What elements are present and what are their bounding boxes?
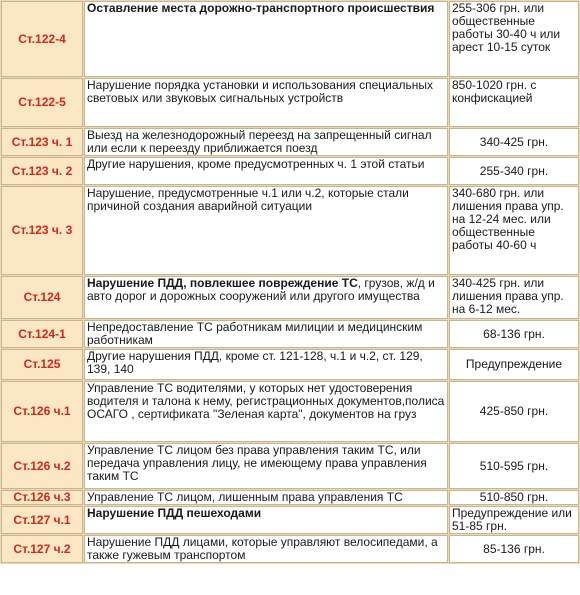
article-cell: Ст.126 ч.1 [1, 381, 83, 442]
description-cell: Нарушение, предусмотренные ч.1 или ч.2, которые стали причиной создания аварийной ситуации [84, 186, 448, 275]
penalty-cell: Предупреждение [449, 349, 579, 380]
penalty-cell: 340-425 грн. или лишения права упр. на 6-12 мес. [449, 276, 579, 319]
penalty-cell: 255-340 грн. [449, 157, 579, 185]
description-cell: Другие нарушения, кроме предусмотренных ч. 1 этой статьи [84, 157, 448, 185]
penalty-cell: Предупреждение или 51-85 грн. [449, 506, 579, 534]
penalty-cell: 510-850 грн. [449, 490, 579, 505]
penalty-cell: 255-306 грн. или общественные работы 30-40 ч или арест 10-15 суток [449, 1, 579, 77]
table-row [1, 490, 579, 505]
table-row [1, 1, 579, 77]
table-row [1, 349, 579, 380]
table-row [1, 381, 579, 442]
table-row [1, 186, 579, 275]
table-row [1, 443, 579, 489]
description-cell: Управление ТС водителями, у которых нет удостоверения водителя и талона к нему, регистрационных документов,полиса ОСАГО , сертификата "Зеленая карта", документов на груз [84, 381, 448, 442]
description-cell: Управление ТС лицом, лишенным права управления ТС [84, 490, 448, 505]
description-cell: Оставление места дорожно-транспортного происшествия [84, 1, 448, 77]
table-row [1, 506, 579, 534]
penalty-cell: 510-595 грн. [449, 443, 579, 489]
table-row [1, 78, 579, 127]
description-cell [84, 276, 448, 319]
description-cell: Нарушение порядка установки и использования специальных световых или звуковых сигнальных устройств [84, 78, 448, 127]
table-row [1, 157, 579, 185]
article-cell: Ст.123 ч. 3 [1, 186, 83, 275]
penalty-cell: 340-425 грн. [449, 128, 579, 156]
article-cell: Ст.124 [1, 276, 83, 319]
article-cell: Ст.126 ч.3 [1, 490, 83, 505]
description-cell: Другие нарушения ПДД, кроме ст. 121-128, ч.1 и ч.2, ст. 129, 139, 140 [84, 349, 448, 380]
article-cell: Ст.126 ч.2 [1, 443, 83, 489]
description-cell: Непредоставление ТС работникам милиции и медицинским работникам [84, 320, 448, 348]
penalty-cell: 850-1020 грн. с конфискацией [449, 78, 579, 127]
description-cell: Выезд на железнодорожный переезд на запрещенный сигнал или если к переезду приближается поезд [84, 128, 448, 156]
article-cell: Ст.125 [1, 349, 83, 380]
article-cell: Ст.122-5 [1, 78, 83, 127]
penalty-cell: 425-850 грн. [449, 381, 579, 442]
article-cell: Ст.123 ч. 2 [1, 157, 83, 185]
table-row [1, 276, 579, 319]
description-bold-part: Нарушение ПДД, повлекшее повреждение ТС [87, 276, 358, 290]
description-cell: Управление ТС лицом без права управления таким ТС, или передача управления лицу, не имеющему права управления таким ТС [84, 443, 448, 489]
description-rest: , грузов, ж/д и авто дорог и дорожных сооружений или другого имущества [87, 276, 435, 303]
penalty-cell: 85-136 грн. [449, 535, 579, 563]
article-cell: Ст.122-4 [1, 1, 83, 77]
article-cell: Ст.124-1 [1, 320, 83, 348]
article-cell: Ст.127 ч.2 [1, 535, 83, 563]
penalty-cell: 68-136 грн. [449, 320, 579, 348]
table-row [1, 128, 579, 156]
table-row [1, 535, 579, 563]
table-row [1, 320, 579, 348]
description-cell: Нарушение ПДД пешеходами [84, 506, 448, 534]
penalty-cell: 340-680 грн. или лишения права упр. на 12-24 мес. или общественные работы 40-60 ч [449, 186, 579, 275]
description-cell: Нарушение ПДД лицами, которые управляют велосипедами, а также гужевым транспортом [84, 535, 448, 563]
article-cell: Ст.123 ч. 1 [1, 128, 83, 156]
article-cell: Ст.127 ч.1 [1, 506, 83, 534]
